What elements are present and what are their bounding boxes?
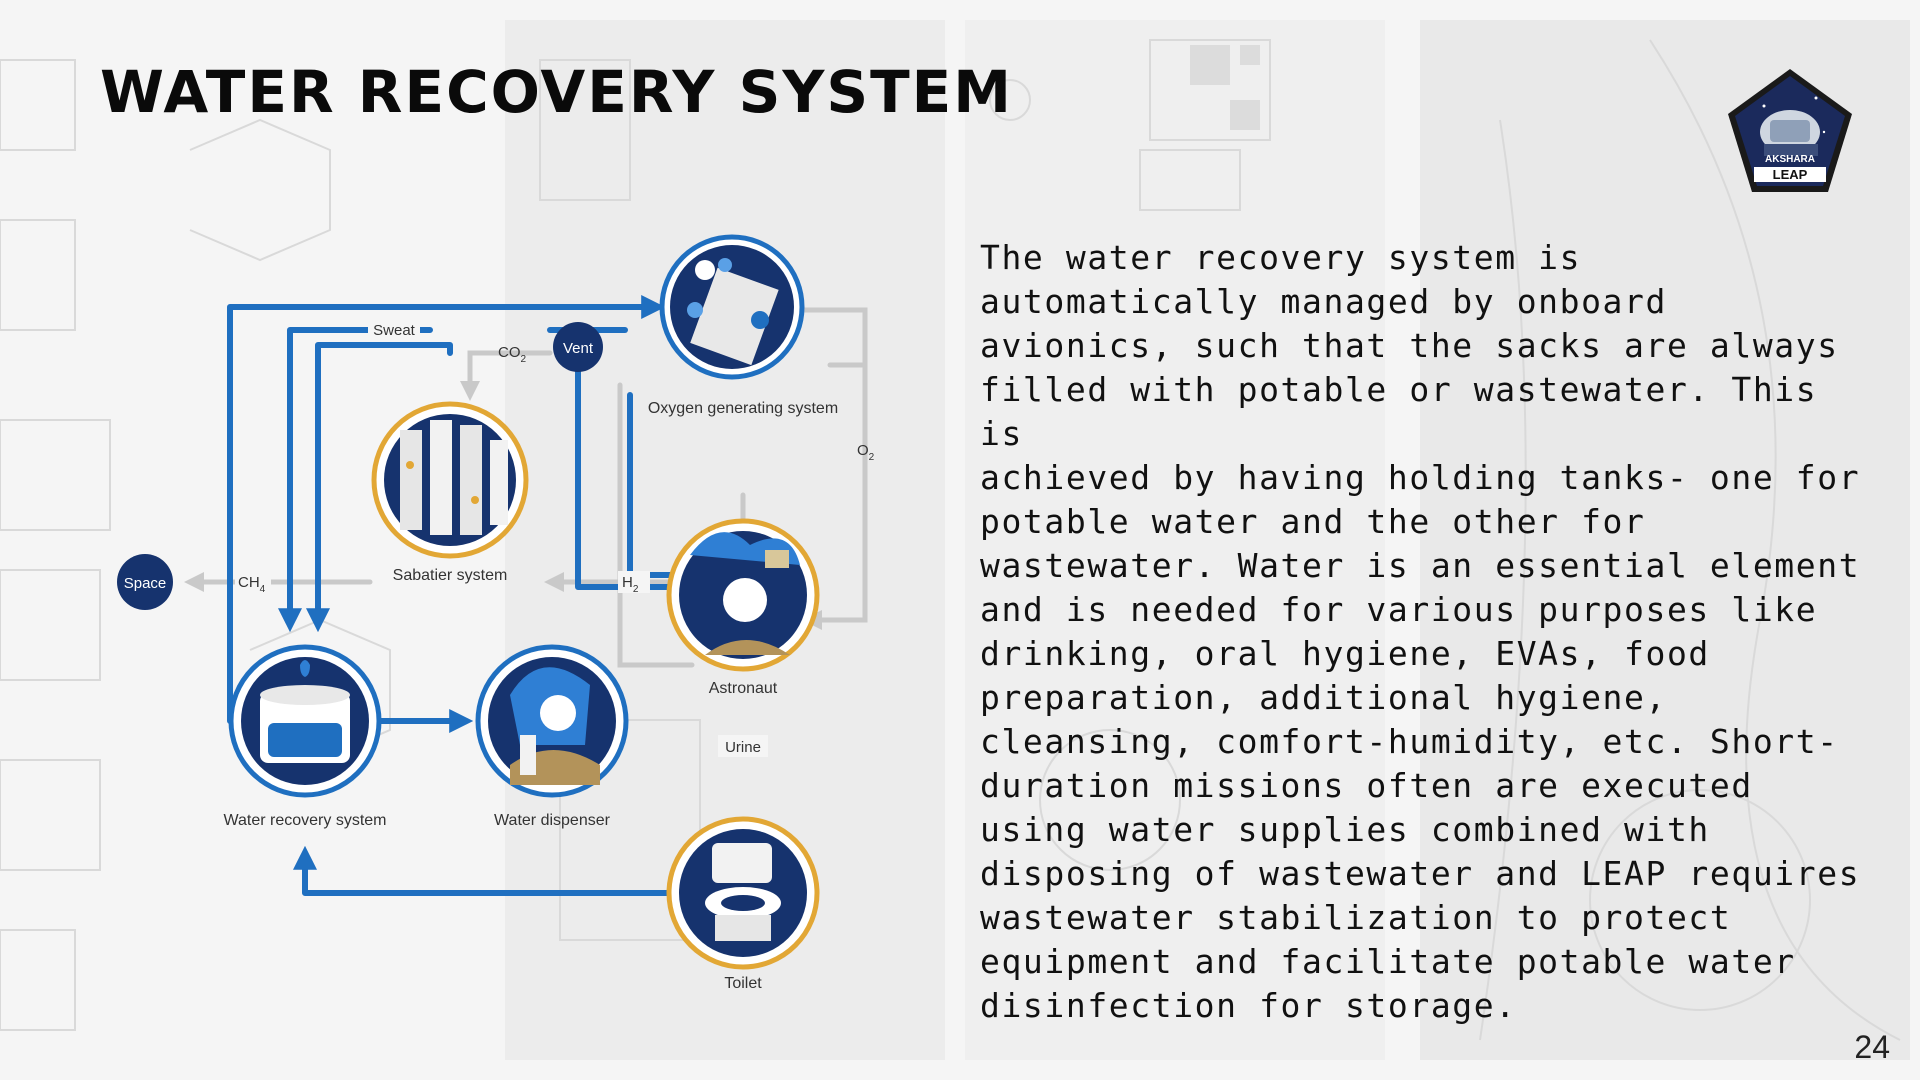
- water-recovery-node: [231, 647, 379, 795]
- h2-text: H: [622, 574, 633, 591]
- page-title: WATER RECOVERY SYSTEM: [100, 58, 1014, 126]
- ch4-text: CH: [238, 574, 260, 591]
- astronaut-label: Astronaut: [708, 680, 778, 697]
- oxygen-label: Oxygen generating system: [647, 400, 839, 417]
- water-recovery-label: Water recovery system: [223, 812, 387, 829]
- co2-subscript: 2: [520, 354, 527, 365]
- toilet-label: Toilet: [724, 975, 762, 992]
- water-dispenser-node: [478, 647, 626, 795]
- description-text: The water recovery system is automatically managed by onboard avionics, such that the sacks are always filled with potable or wastewater. This is achieved by having holding tanks- one for potable water and the other for wastewater. Water is an essential element and is needed for various purposes like drinking, oral hygiene, EVAs, food preparation, additional hygiene, cleansing, comfort-humidity, etc. Short- duration missions often are executed using water supplies combined with disposing of wastewater and LEAP requires wastewater stabilization to protect equipment and facilitate potable water disinfection for storage.: [980, 238, 1861, 1025]
- page-number: 24: [1854, 1029, 1890, 1065]
- flow-astro-loop: [578, 335, 692, 587]
- astronaut-node: [669, 521, 817, 669]
- patch-bottom-text: LEAP: [1772, 167, 1808, 182]
- co2-text: CO: [498, 344, 521, 361]
- sabatier-label: Sabatier system: [392, 567, 508, 584]
- vent-label: Vent: [562, 340, 594, 357]
- oxygen-node: [662, 237, 802, 377]
- patch-top-text: AKSHARA: [1765, 154, 1815, 165]
- sweat-label: Sweat: [373, 322, 415, 339]
- toilet-node: [669, 819, 817, 967]
- space-label: Space: [123, 575, 167, 592]
- o2-text: O: [857, 442, 869, 459]
- water-recovery-diagram: [100, 225, 875, 995]
- water-dispenser-label: Water dispenser: [494, 812, 610, 829]
- o2-subscript: 2: [868, 452, 875, 463]
- co2-label: [498, 344, 527, 365]
- mission-patch-logo: [1724, 66, 1856, 196]
- h2-subscript: 2: [632, 584, 639, 595]
- ch4-subscript: 4: [259, 584, 266, 595]
- flow-toilet-to-wrs: [305, 853, 678, 893]
- sabatier-node: [374, 404, 526, 556]
- urine-label: Urine: [725, 739, 761, 756]
